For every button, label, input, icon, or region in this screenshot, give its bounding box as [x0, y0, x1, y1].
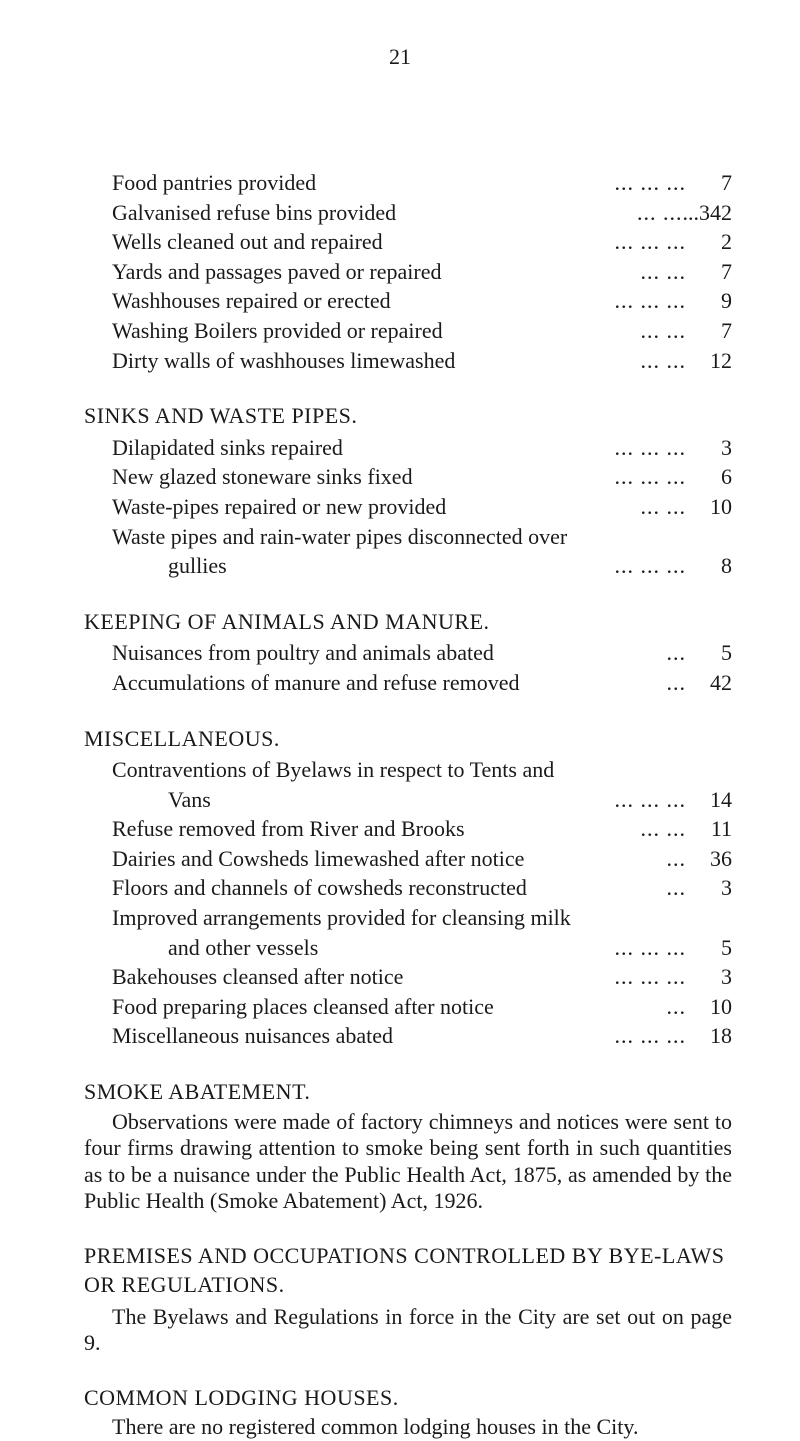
section-heading: COMMON LODGING HOUSES.: [84, 1384, 399, 1410]
list-item: Washhouses repaired or erected ... ... ... 9: [112, 288, 732, 314]
list-item: Food pantries provided ... ... ... 7: [112, 170, 732, 195]
list-item: Waste-pipes repaired or new provided ... ... 10: [112, 493, 732, 519]
list-item: Miscellaneous nuisances abated ... ... ... 18: [112, 1023, 732, 1049]
smoke-section: [84, 1077, 732, 1215]
list-item: Washing Boilers provided or repaired ... ... 7: [112, 317, 732, 343]
section-heading: MISCELLANEOUS.: [84, 725, 280, 751]
lodging-section: [84, 1383, 732, 1441]
list-item: Accumulations of manure and refuse removed ... 42: [112, 669, 732, 695]
sinks-section: [84, 401, 732, 581]
list-item: Improved arrangements provided for cleansing milk: [112, 905, 571, 931]
list-item: Yards and passages paved or repaired ... ... 7: [112, 258, 732, 284]
list-item: Bakehouses cleansed after notice ... ... ... 3: [112, 964, 732, 990]
list-item: New glazed stoneware sinks fixed ... ... ... 6: [112, 464, 732, 490]
premises-paragraph: The Byelaws and Regulations in force in the City are set out on page 9.: [84, 1303, 732, 1356]
top-items-list: [112, 168, 732, 375]
list-item: Refuse removed from River and Brooks ... ... 11: [112, 816, 732, 842]
section-heading: SMOKE ABATEMENT.: [84, 1079, 311, 1105]
list-item: Wells cleaned out and repaired ... ... ... 2: [112, 229, 732, 255]
premises-section: [84, 1241, 732, 1357]
list-item: Dairies and Cowsheds limewashed after notice ... 36: [112, 845, 732, 871]
animals-section: [84, 607, 732, 698]
list-item: Contraventions of Byelaws in respect to Tents and: [112, 757, 555, 783]
misc-section: [84, 724, 732, 1052]
page-number: 21: [389, 44, 411, 69]
list-item-continuation: and other vessels ... ... ... 5: [168, 934, 732, 960]
list-item-continuation: gullies ... ... ... 8: [168, 553, 732, 579]
section-heading: PREMISES AND OCCUPATIONS CONTROLLED BY BYE-LAWS OR REGULATIONS.: [84, 1242, 725, 1298]
report-content: [84, 168, 732, 1441]
lodging-paragraph: There are no registered common lodging houses in the City.: [112, 1414, 639, 1440]
list-item: Dilapidated sinks repaired ... ... ... 3: [112, 434, 732, 460]
section-heading: SINKS AND WASTE PIPES.: [84, 403, 358, 429]
section-heading: KEEPING OF ANIMALS AND MANURE.: [84, 608, 490, 634]
list-item: Floors and channels of cowsheds reconstructed ... 3: [112, 875, 732, 901]
list-item: Food preparing places cleansed after notice ... 10: [112, 993, 732, 1019]
list-item: Waste pipes and rain-water pipes disconnected over: [112, 523, 568, 549]
smoke-paragraph: Observations were made of factory chimneys and notices were sent to four firms drawing attention to smoke being sent forth in such quantities as to be a nuisance under the Public Health Act, 1875, as amended by the Public Health (Smoke Abatement) Act, 1926.: [84, 1108, 732, 1214]
list-item-continuation: Vans ... ... ... 14: [168, 786, 732, 812]
list-item: Galvanised refuse bins provided ... ... ...342: [112, 199, 732, 225]
list-item: Nuisances from poultry and animals abated ... 5: [112, 640, 732, 666]
list-item: Dirty walls of washhouses limewashed ... ... 12: [112, 347, 732, 373]
